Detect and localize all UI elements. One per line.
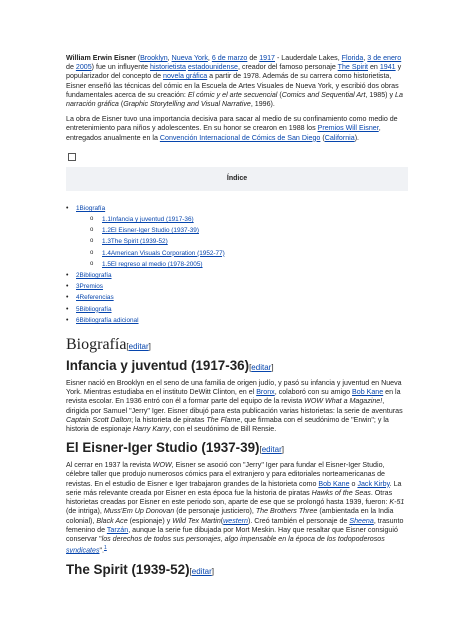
text-run: ( bbox=[220, 516, 224, 525]
reference-superscript bbox=[104, 545, 107, 551]
text-run: , que firmaba con el seudónimo de "Erwin"; y la historia de espionaje bbox=[66, 415, 389, 434]
text-run: K-51 bbox=[389, 498, 405, 507]
text-run: , creador del famoso personaje bbox=[238, 63, 338, 72]
text-run: de bbox=[66, 63, 76, 72]
text-run: WOW What a Magazine! bbox=[304, 397, 383, 406]
inline-link[interactable]: The Spirit bbox=[337, 63, 368, 72]
inline-link[interactable]: 6 de marzo bbox=[211, 54, 248, 62]
text-run: , bbox=[167, 54, 172, 62]
text-run: , Eisner se asoció con "Jerry" Iger para fundar el Eisner-Iger Studio, célebre taller que produjo numerosos cómics para el extranjero y para editoriales norteamericanas de revistas. En el estudio de Eisner e Iger trabajaron grandes de la historieta como bbox=[66, 461, 385, 488]
text-run: a partir de 1978. Además de su carrera como historietista, Eisner enseñó las técnicas del cómic en la Escuela de Artes Visuales de Nueva York, y escribió dos obras fundamentales acerca de su creación: bbox=[66, 72, 399, 99]
section-heading-spirit bbox=[66, 562, 408, 580]
toc-item bbox=[66, 304, 408, 315]
text-run: Muss'Em Up Donovan bbox=[103, 507, 175, 516]
toc-item bbox=[66, 292, 408, 303]
text-run: , 1985) y bbox=[365, 90, 396, 99]
toc-list bbox=[66, 203, 408, 326]
text-run: (ambientada en la India colonial), bbox=[66, 507, 394, 525]
toc-sublink[interactable]: 1.1Infancia y juventud (1917-36) bbox=[102, 216, 194, 224]
text-run: , entregados anualmente en la bbox=[66, 124, 381, 142]
toc-subitem bbox=[90, 248, 408, 259]
toc-sublist bbox=[76, 214, 408, 270]
intro-paragraph-1 bbox=[66, 54, 408, 109]
section-title-spirit: The Spirit (1939-52) bbox=[66, 561, 190, 577]
text-run: Wild Tex Martin bbox=[172, 516, 221, 525]
section-title-infancia: Infancia y juventud (1917-36) bbox=[66, 358, 250, 374]
edit-link[interactable]: editar bbox=[191, 566, 212, 576]
inline-link[interactable]: Florida bbox=[341, 54, 364, 62]
section-title-biografia: Biografía bbox=[66, 336, 127, 354]
text-run: ) fue un influyente bbox=[91, 63, 151, 72]
text-run: - Lauderdale Lakes, bbox=[275, 54, 342, 62]
inline-link[interactable]: 2005 bbox=[75, 63, 92, 72]
toc-sublink[interactable]: 1.2El Eisner-Iger Studio (1937-39) bbox=[102, 227, 199, 235]
toc-item bbox=[66, 315, 408, 326]
toc-link[interactable]: 3Premios bbox=[76, 283, 103, 291]
text-run: Black Ace bbox=[96, 516, 128, 525]
text-run: WOW bbox=[152, 461, 172, 470]
toc-link[interactable]: 2Bibliografía bbox=[76, 272, 112, 280]
text-run: de bbox=[247, 54, 260, 62]
toc-link[interactable]: 4Referencias bbox=[76, 294, 114, 302]
toc-title: Índice bbox=[226, 175, 248, 183]
text-run: ). bbox=[354, 133, 360, 142]
text-run: ( bbox=[118, 100, 124, 109]
text-run: ( bbox=[320, 133, 325, 142]
text-run: , dirigida por Samuel "Jerry" Iger. Eisner dibujó para esta publicación varias historietas: la serie de aventuras bbox=[66, 397, 403, 415]
text-run: La narración gráfica bbox=[66, 90, 403, 109]
text-run: , 1996). bbox=[250, 100, 275, 109]
text-run: Comics and Sequential Art bbox=[281, 90, 366, 99]
text-run: Graphic Storytelling and Visual Narrative bbox=[123, 100, 251, 109]
toc-toggle-checkbox[interactable] bbox=[68, 153, 76, 161]
inline-link[interactable]: western bbox=[223, 516, 248, 525]
toc-subitem bbox=[90, 225, 408, 236]
edit-link-infancia: [editar] bbox=[249, 363, 274, 373]
infancia-paragraph bbox=[66, 379, 408, 434]
inline-link[interactable]: 1941 bbox=[379, 63, 396, 72]
inline-link[interactable]: syndicates bbox=[66, 546, 100, 555]
toc-subitem bbox=[90, 236, 408, 247]
inline-link[interactable]: Bob Kane bbox=[352, 388, 384, 397]
inline-link[interactable]: Jack Kirby bbox=[357, 479, 390, 488]
text-run: Captain Scott Dalton bbox=[66, 415, 132, 424]
text-run: en la revista escolar. En 1936 entró con él a formar parte del equipo de la revista bbox=[66, 388, 401, 406]
inline-link[interactable]: Nueva York bbox=[171, 54, 208, 62]
inline-link[interactable]: Bob Kane bbox=[318, 479, 350, 488]
edit-link[interactable]: editar bbox=[128, 342, 149, 352]
inline-link[interactable]: Sheena bbox=[349, 516, 374, 525]
inline-link[interactable]: Convención Internacional de Cómics de San Diego bbox=[159, 133, 321, 142]
studio-paragraph bbox=[66, 461, 408, 555]
inline-link[interactable]: 1917 bbox=[259, 54, 275, 62]
article-page bbox=[66, 54, 408, 583]
text-run: Harry Karry bbox=[133, 425, 170, 434]
text-run: El cómic y el arte secuencial bbox=[187, 90, 278, 99]
text-run: (espionaje) y bbox=[127, 516, 173, 525]
toc-sublink[interactable]: 1.5El regreso al medio (1978-2005) bbox=[102, 260, 203, 268]
text-run: ". bbox=[99, 546, 105, 555]
toc-item bbox=[66, 270, 408, 281]
text-run: , colaboró con su amigo bbox=[274, 388, 353, 397]
inline-link[interactable]: 3 de enero bbox=[367, 54, 402, 62]
toc-item bbox=[66, 281, 408, 292]
inline-link[interactable]: 1 bbox=[104, 545, 107, 552]
text-run: , aunque la serie fue dibujada por Mort Meskin. Hay que resaltar que Eisner consiguió conservar " bbox=[66, 525, 398, 543]
toc-link[interactable]: 5Bibliografía bbox=[76, 305, 112, 313]
text-run: , trasunto femenino de bbox=[66, 516, 404, 534]
inline-link[interactable]: historietista bbox=[150, 63, 186, 72]
edit-link[interactable]: editar bbox=[251, 363, 272, 373]
text-run: ). Creó también el personaje de bbox=[248, 516, 350, 525]
toc-sublink[interactable]: 1.3The Spirit (1939-52) bbox=[102, 238, 168, 246]
text-run: . La serie más relevante creada por Eisner en esta época fue la historia de piratas bbox=[66, 479, 402, 497]
inline-link[interactable]: Brooklyn bbox=[140, 54, 168, 62]
inline-link[interactable]: Bronx bbox=[256, 388, 275, 397]
inline-link[interactable]: novela gráfica bbox=[163, 72, 208, 81]
section-heading-infancia bbox=[66, 358, 408, 376]
toc-subitem bbox=[90, 214, 408, 225]
text-run: ( bbox=[135, 54, 141, 62]
text-run: Al cerrar en 1937 la revista bbox=[66, 461, 153, 470]
text-run: , con el seudónimo de Bill Rensie. bbox=[169, 425, 277, 434]
text-run: ; la historieta de piratas bbox=[131, 415, 207, 424]
toc-item bbox=[66, 203, 408, 270]
text-run: y popularizador del concepto de bbox=[66, 63, 402, 81]
inline-link[interactable]: Premios Will Eisner bbox=[317, 124, 379, 133]
toc-subitem bbox=[90, 259, 408, 270]
inline-link[interactable]: estadounidense bbox=[187, 63, 238, 72]
text-run: o bbox=[349, 479, 358, 488]
toc-link[interactable]: 1Biografía bbox=[76, 204, 106, 212]
edit-link[interactable]: editar bbox=[261, 445, 282, 455]
text-run: Eisner nació en Brooklyn en el seno de una familia de origen judío, y pasó su infancia y juventud en Nueva York. Mientras estudiaba en el instituto DeWitt Clinton, en el bbox=[66, 379, 402, 397]
text-run: , bbox=[207, 54, 212, 62]
text-run: Hawks of the Seas bbox=[311, 488, 371, 497]
edit-link-biografia: [editar] bbox=[126, 342, 151, 352]
text-run: . Otras historietas creadas por Eisner en este periodo son, aparte de ese que se prolongó hasta 1939, fueron: bbox=[66, 488, 393, 507]
edit-link-studio: [editar] bbox=[259, 445, 284, 455]
section-heading-studio bbox=[66, 440, 408, 458]
text-run: (de intriga), bbox=[66, 507, 104, 516]
text-run: La obra de Eisner tuvo una importancia decisiva para sacar al medio de su confinamiento como medio de entretenimiento para niños y adolescentes. En su honor se crearon en 1988 los bbox=[66, 115, 398, 133]
text-run: The Brothers Three bbox=[255, 507, 318, 516]
toc-sublink[interactable]: 1.4American Visuals Corporation (1952-77) bbox=[102, 249, 225, 257]
intro-paragraph-2 bbox=[66, 115, 408, 143]
text-run: The Flame bbox=[206, 415, 241, 424]
section-heading-biografia bbox=[66, 336, 408, 356]
toc-header bbox=[66, 167, 408, 191]
text-run: (de personaje justiciero), bbox=[174, 507, 256, 516]
inline-link[interactable]: Tarzán bbox=[106, 525, 129, 534]
text-run: los derechos de todos sus personajes, algo impensable en la época de los todopoderosos bbox=[101, 534, 385, 543]
section-title-studio: El Eisner-Iger Studio (1937-39) bbox=[66, 440, 260, 456]
text-run: en bbox=[368, 63, 380, 72]
bold-text: William Erwin Eisner bbox=[66, 54, 136, 62]
text-run: , bbox=[363, 54, 368, 62]
inline-link[interactable]: California bbox=[324, 133, 355, 142]
toc-link[interactable]: 6Bibliografía adicional bbox=[76, 316, 139, 324]
edit-link-spirit: [editar] bbox=[189, 566, 215, 576]
text-run: ( bbox=[277, 90, 282, 99]
